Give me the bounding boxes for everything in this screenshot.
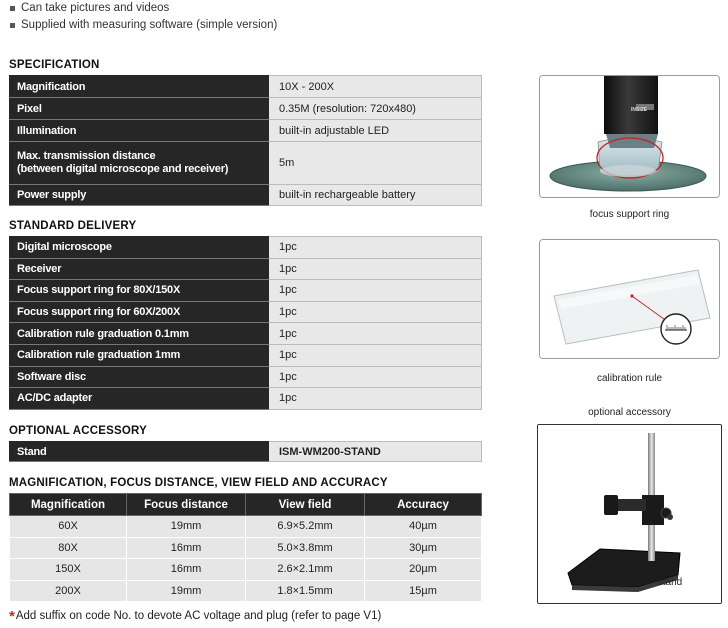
table-row [10, 559, 482, 581]
specification-title: SPECIFICATION [9, 59, 100, 71]
table-cell: 16mm [127, 559, 246, 581]
accessory-label: Stand [10, 442, 269, 462]
delivery-label: Focus support ring for 80X/150X [10, 280, 269, 302]
table-cell: 40µm [365, 516, 482, 538]
calibration-rule-photo [539, 239, 720, 359]
table-row [10, 366, 482, 388]
table-cell: 20µm [365, 559, 482, 581]
table-row [10, 258, 482, 280]
table-row [10, 301, 482, 323]
calibration-rule-caption: calibration rule [596, 373, 663, 384]
spec-value: 10X - 200X [269, 76, 482, 98]
table-cell: 30µm [365, 537, 482, 559]
specification-table [9, 75, 482, 206]
delivery-value: 1pc [269, 366, 482, 388]
table-row [10, 323, 482, 345]
table-cell: 6.9×5.2mm [246, 516, 365, 538]
footnote-star: * [9, 608, 15, 625]
table-cell: 19mm [127, 516, 246, 538]
insize-logo-text: INSIZE [631, 107, 648, 113]
optional-accessory-caption: optional accessory [588, 407, 671, 418]
footnote [9, 608, 381, 625]
table-row [10, 516, 482, 538]
spec-value: built-in rechargeable battery [269, 185, 482, 206]
table-row [10, 537, 482, 559]
table-cell: 15µm [365, 580, 482, 602]
feature-text: Supplied with measuring software (simple version) [21, 19, 278, 31]
microscope-ring-image [540, 76, 720, 198]
table-cell: 80X [10, 537, 127, 559]
column-header: Magnification [10, 494, 127, 516]
feature-item [10, 0, 490, 17]
spec-label: Pixel [10, 98, 269, 120]
feature-list [10, 0, 490, 34]
spec-value: 5m [269, 142, 482, 185]
table-cell: 5.0×3.8mm [246, 537, 365, 559]
spec-value: built-in adjustable LED [269, 120, 482, 142]
table-row [10, 142, 482, 185]
table-cell: 200X [10, 580, 127, 602]
spec-label: Illumination [10, 120, 269, 142]
table-row [10, 580, 482, 602]
delivery-value: 1pc [269, 344, 482, 366]
delivery-value: 1pc [269, 237, 482, 259]
delivery-label: AC/DC adapter [10, 388, 269, 410]
table-row [10, 120, 482, 142]
delivery-value: 1pc [269, 301, 482, 323]
delivery-value: 1pc [269, 280, 482, 302]
magnification-table-title: MAGNIFICATION, FOCUS DISTANCE, VIEW FIELD AND ACCURACY [9, 477, 388, 489]
delivery-label: Digital microscope [10, 237, 269, 259]
table-row [10, 280, 482, 302]
calibration-rule-image [540, 240, 720, 359]
delivery-label: Focus support ring for 60X/200X [10, 301, 269, 323]
standard-delivery-table [9, 236, 482, 410]
table-cell: 1.8×1.5mm [246, 580, 365, 602]
delivery-value: 1pc [269, 323, 482, 345]
optional-accessory-table [9, 441, 482, 462]
spec-label: Magnification [10, 76, 269, 98]
table-row [10, 185, 482, 206]
footnote-text: Add suffix on code No. to devote AC voltage and plug (refer to page V1) [15, 610, 382, 622]
table-cell: 16mm [127, 537, 246, 559]
insize-logo [631, 105, 653, 113]
table-cell: 150X [10, 559, 127, 581]
table-cell: 19mm [127, 580, 246, 602]
focus-ring-caption: focus support ring [589, 209, 670, 220]
feature-text: Can take pictures and videos [21, 2, 170, 14]
delivery-label: Calibration rule graduation 1mm [10, 344, 269, 366]
table-row [10, 442, 482, 462]
column-header: Focus distance [127, 494, 246, 516]
table-row [10, 388, 482, 410]
delivery-label: Software disc [10, 366, 269, 388]
delivery-value: 1pc [269, 258, 482, 280]
accessory-value: ISM-WM200-STAND [269, 442, 482, 462]
spec-value: 0.35M (resolution: 720x480) [269, 98, 482, 120]
table-cell: 2.6×2.1mm [246, 559, 365, 581]
standard-delivery-title: STANDARD DELIVERY [9, 220, 137, 232]
spec-label-line: (between digital microscope and receiver) [17, 163, 229, 175]
table-row [10, 98, 482, 120]
table-row [10, 76, 482, 98]
column-header: Accuracy [365, 494, 482, 516]
focus-ring-photo [539, 75, 720, 198]
optional-accessory-title: OPTIONAL ACCESSORY [9, 425, 147, 437]
spec-label-line: Max. transmission distance [17, 150, 156, 162]
bullet-square-icon [10, 23, 15, 28]
feature-item [10, 17, 490, 34]
magnification-table [9, 493, 482, 602]
stand-caption: stand [657, 577, 683, 588]
delivery-label: Calibration rule graduation 0.1mm [10, 323, 269, 345]
column-header: View field [246, 494, 365, 516]
spec-label: Power supply [10, 185, 269, 206]
table-row [10, 237, 482, 259]
delivery-label: Receiver [10, 258, 269, 280]
bullet-square-icon [10, 6, 15, 11]
table-header-row [10, 494, 482, 516]
table-row [10, 344, 482, 366]
spec-label [10, 142, 269, 185]
delivery-value: 1pc [269, 388, 482, 410]
table-cell: 60X [10, 516, 127, 538]
